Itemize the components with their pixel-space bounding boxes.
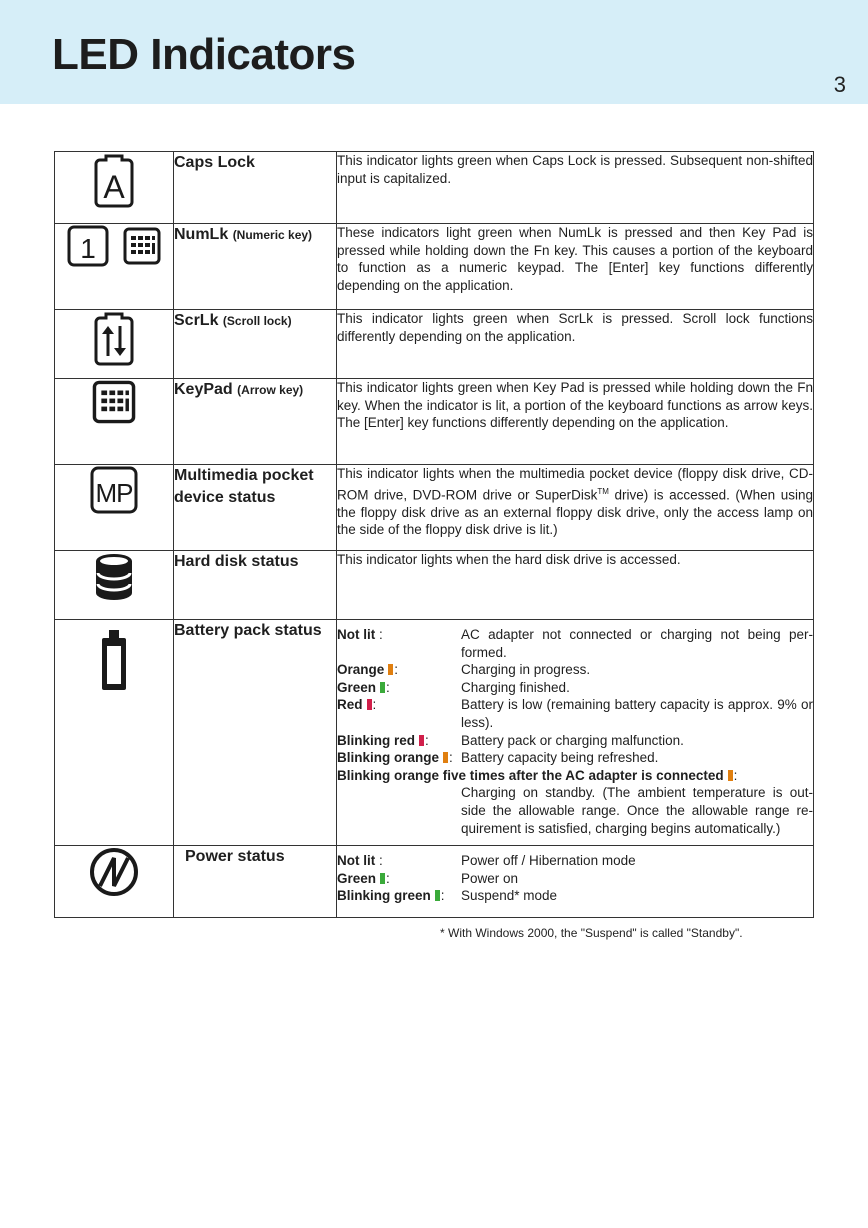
table-row <box>55 465 814 551</box>
table-row <box>55 551 814 620</box>
status-label: Red : <box>337 697 377 713</box>
indicator-name: Multimedia pocket device status <box>174 467 314 506</box>
footnote: * With Windows 2000, the "Suspend" is called "Standby". <box>440 926 743 940</box>
status-text: Battery pack or charging malfunction. <box>461 732 684 748</box>
indicator-description: This indicator lights when the hard disk drive is accessed. <box>337 551 814 620</box>
indicator-name: Power status <box>185 848 285 865</box>
table-row <box>55 224 814 310</box>
status-text: AC adapter not connected or charging not being per-formed. <box>461 627 813 660</box>
indicator-name: Caps Lock <box>174 154 255 171</box>
led-color-swatch <box>388 664 393 675</box>
svg-text:A: A <box>103 169 125 205</box>
indicator-description: This indicator lights green when Key Pad is pressed while holding down the Fn key. When the indicator is lit, a portion of the keyboard functions as arrow keys. The [Enter] key functions differently depending on the application. <box>337 379 814 465</box>
indicator-description: This indicator lights green when ScrLk is pressed. Scroll lock functions differently depending on the application. <box>337 310 814 379</box>
led-indicator-table <box>54 151 814 918</box>
status-label: Blinking orange five times after the AC adapter is connected : <box>337 767 738 783</box>
indicator-name: Hard disk status <box>174 553 299 570</box>
status-label: Not lit : <box>337 853 383 868</box>
led-color-swatch <box>419 735 424 746</box>
indicator-name: KeyPad <box>174 381 233 398</box>
status-label: Green : <box>337 870 390 886</box>
led-color-swatch <box>435 890 440 901</box>
caps-lock-icon <box>90 152 138 208</box>
indicator-subname: (Scroll lock) <box>222 314 292 328</box>
status-label: Orange : <box>337 662 399 678</box>
led-color-swatch <box>367 699 372 710</box>
led-color-swatch <box>443 752 448 763</box>
status-label: Blinking green : <box>337 888 445 904</box>
status-text: Battery is low (remaining battery capacity is approx. 9% or less). <box>461 697 813 730</box>
battery-status-list <box>337 626 813 837</box>
status-label: Blinking red : <box>337 732 429 748</box>
indicator-name: NumLk <box>174 226 229 243</box>
numlock-icon <box>66 224 110 268</box>
page-header <box>0 0 868 104</box>
table-row <box>55 620 814 846</box>
status-text: Charging on standby. (The ambient temperature is out-side the allowable range. Once the allowable range re-quirement is satisfied, charging begins automatically.) <box>461 785 813 836</box>
status-text: Charging in progress. <box>461 662 591 678</box>
led-color-swatch <box>380 682 385 693</box>
multimedia-pocket-icon <box>89 465 139 515</box>
table-row <box>55 846 814 918</box>
status-text: Suspend* mode <box>461 888 558 904</box>
power-icon <box>88 846 140 898</box>
power-status-list <box>337 852 813 905</box>
keypad-icon <box>91 379 137 425</box>
status-text: Charging finished. <box>461 679 570 695</box>
hard-disk-icon <box>92 551 136 603</box>
status-text: Battery capacity being refreshed. <box>461 750 659 766</box>
table-row <box>55 152 814 224</box>
indicator-description: This indicator lights when the multimedia pocket device (floppy disk drive, CD-ROM drive, DVD-ROM drive or SuperDisk™ drive) is accessed. (When using the floppy disk drive as an external floppy disk drive, only the access lamp on the side of the floppy disk drive is lit.) <box>337 465 814 551</box>
keypad-icon <box>122 226 162 266</box>
page-number: 3 <box>833 72 846 97</box>
status-text: Power on <box>461 870 519 886</box>
indicator-subname: (Numeric key) <box>232 228 313 242</box>
indicator-description: This indicator lights green when Caps Lock is pressed. Subsequent non-shifted input is capitalized. <box>337 152 814 224</box>
led-color-swatch <box>728 770 733 781</box>
status-label: Green : <box>337 679 390 695</box>
indicator-subname: (Arrow key) <box>237 383 304 397</box>
table-row <box>55 310 814 379</box>
led-color-swatch <box>380 873 385 884</box>
status-text: Power off / Hibernation mode <box>461 853 636 868</box>
status-label: Not lit : <box>337 627 383 642</box>
battery-icon <box>99 628 129 692</box>
status-label: Blinking orange : <box>337 750 453 766</box>
page-title: LED Indicators <box>52 30 356 79</box>
svg-text:MP: MP <box>95 478 133 508</box>
indicator-name: ScrLk <box>174 312 219 329</box>
indicator-description: These indicators light green when NumLk is pressed and then Key Pad is pressed while holding down the Fn key. This causes a portion of the keyboard to function as a numeric keypad. The [Enter] key functions differently depending on the application. <box>337 224 814 310</box>
scroll-lock-icon <box>90 310 138 366</box>
table-row <box>55 379 814 465</box>
indicator-name: Battery pack status <box>174 622 322 639</box>
svg-text:1: 1 <box>80 233 96 264</box>
